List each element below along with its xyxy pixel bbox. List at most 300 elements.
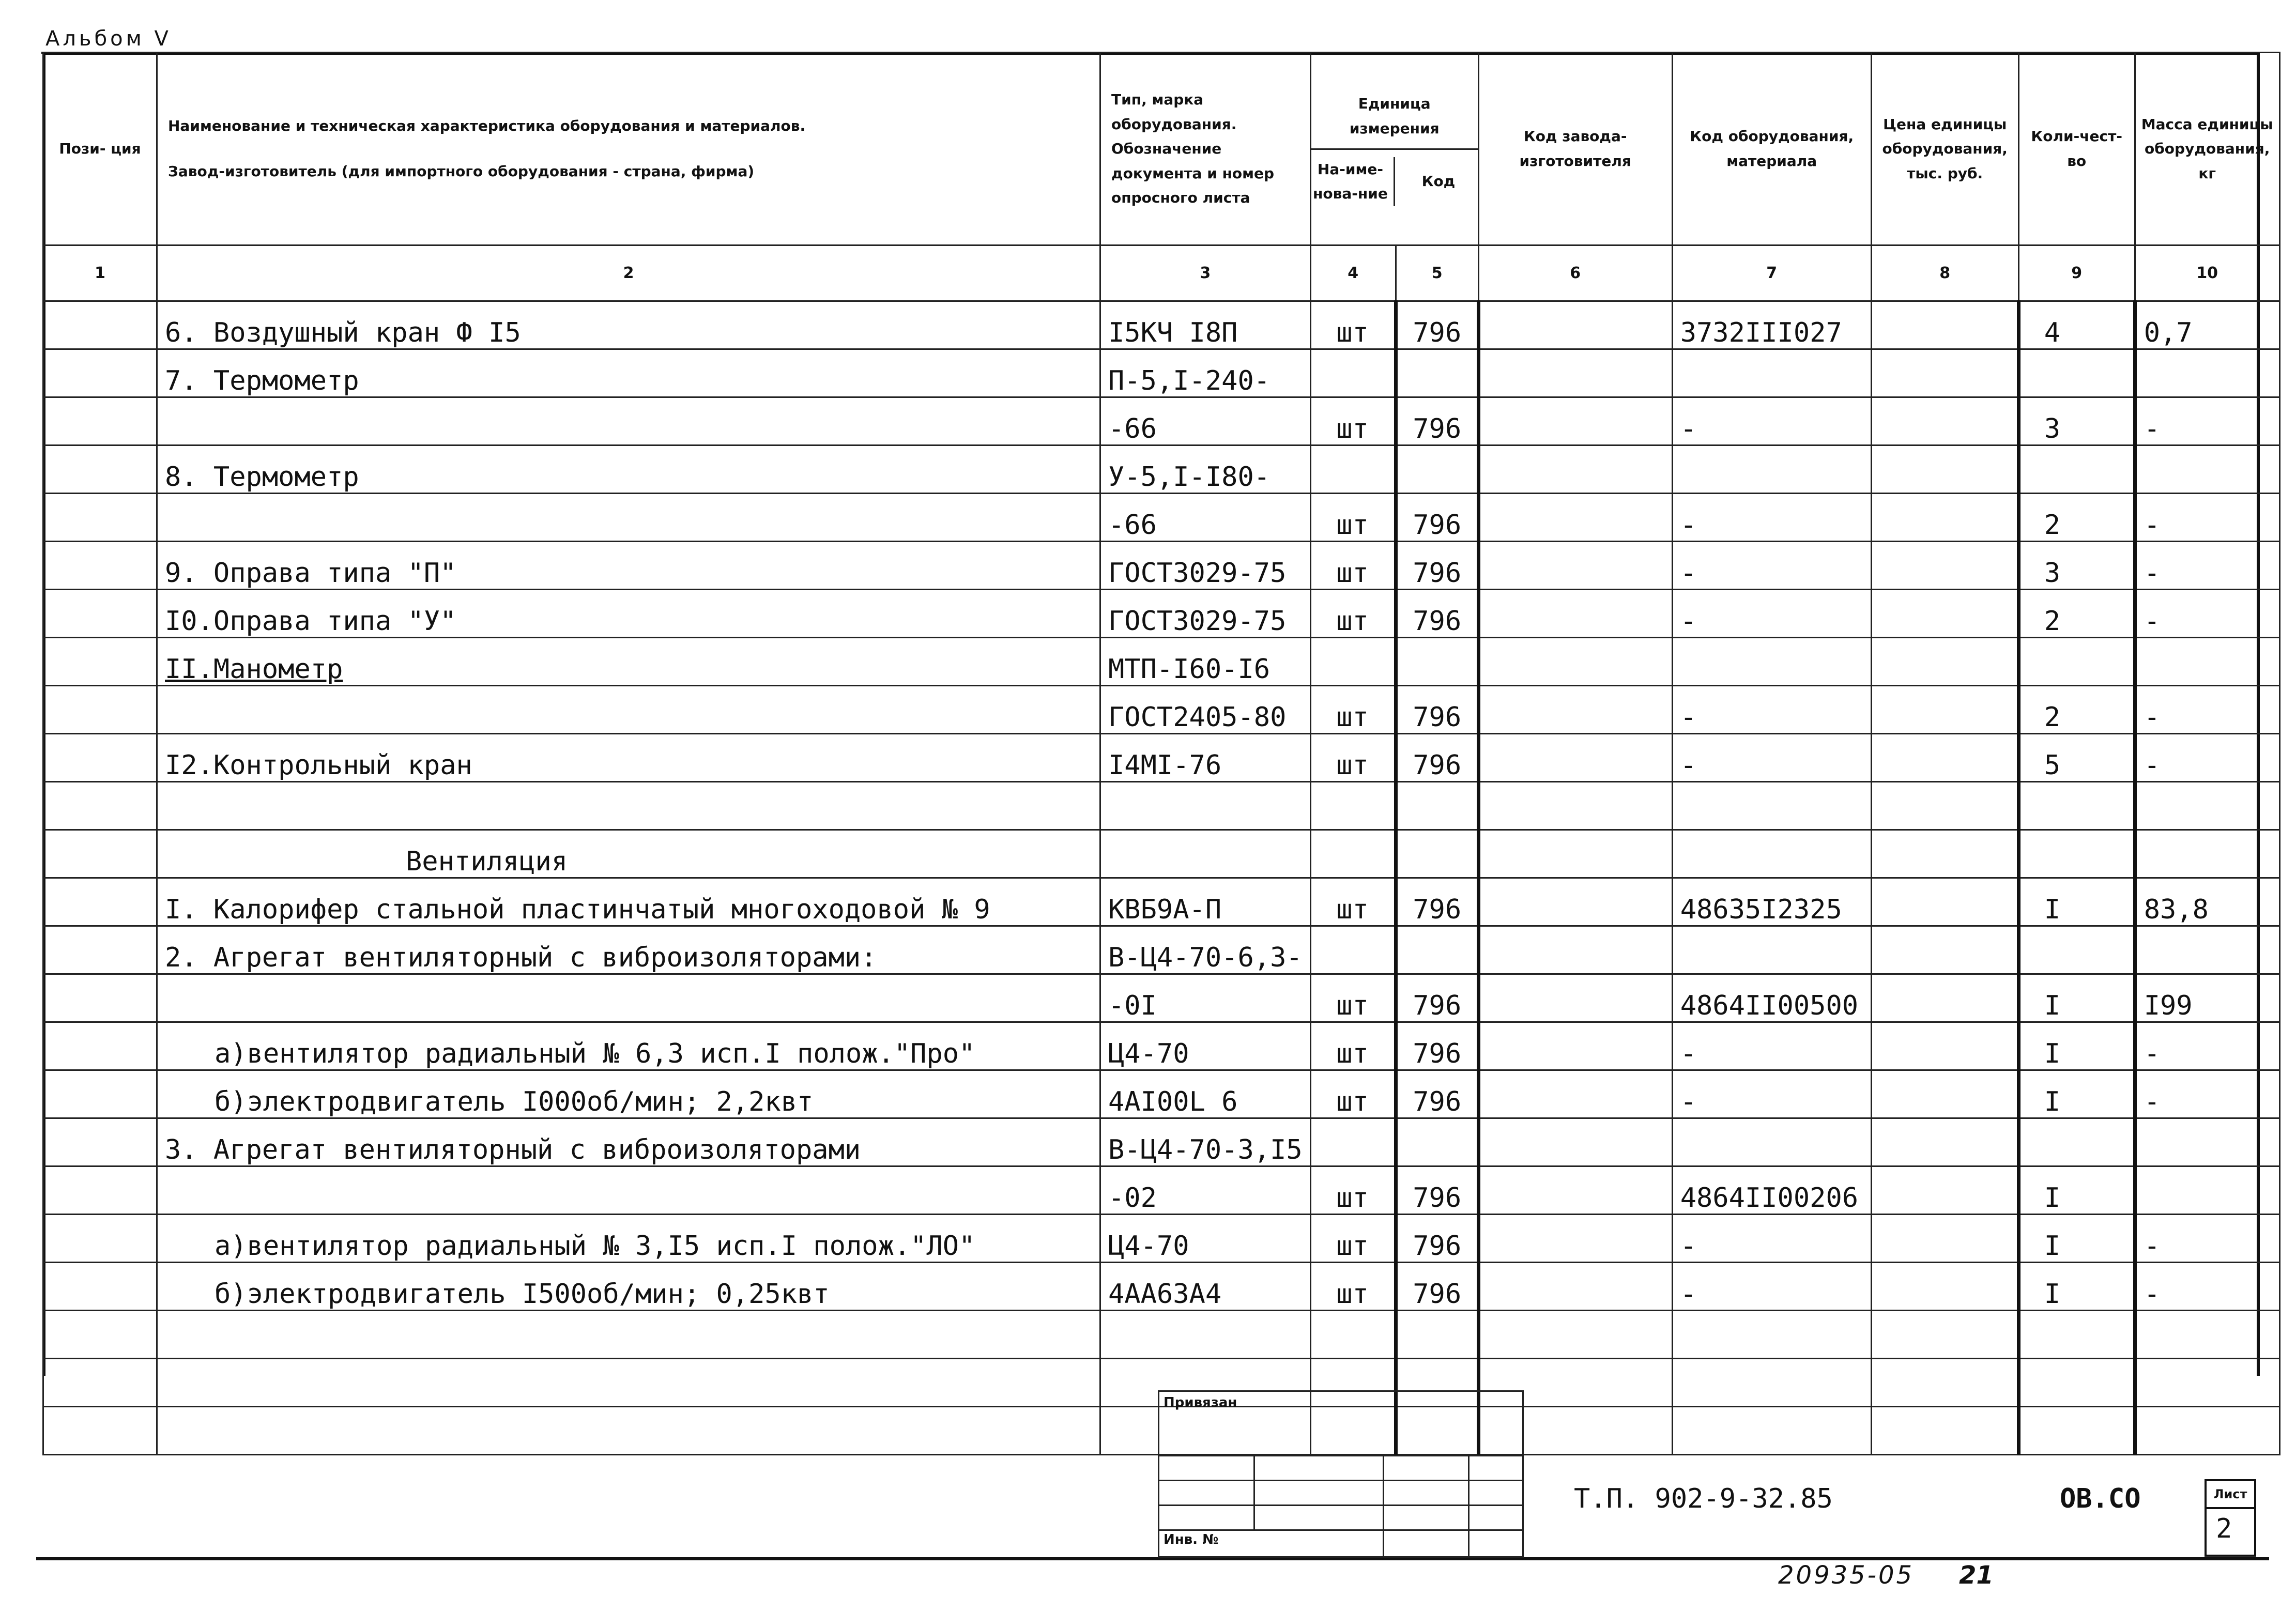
- row-unit: [1310, 926, 1396, 974]
- row-price: [1871, 1215, 2018, 1263]
- row-name: I0.Оправа типа "У": [157, 590, 1100, 638]
- table-row: [43, 734, 2280, 782]
- col-num-8: 8: [1871, 245, 2018, 301]
- row-name: б)электродвигатель I000об/мин; 2,2квт: [157, 1070, 1100, 1118]
- row-price: [1871, 1359, 2018, 1407]
- stamp-cell: [1159, 1506, 1254, 1530]
- row-equipment-code: [1672, 1118, 1871, 1166]
- row-quantity: 2: [2018, 590, 2135, 638]
- row-position: [43, 1407, 157, 1455]
- row-unit-code: 796: [1396, 397, 1478, 446]
- row-quantity: 5: [2018, 734, 2135, 782]
- row-unit: [1310, 446, 1396, 494]
- row-mass: -: [2135, 686, 2279, 734]
- row-unit-code: [1396, 638, 1478, 686]
- table-row: [43, 638, 2280, 686]
- row-unit: [1310, 349, 1396, 397]
- row-equipment-code: 4864II00500: [1672, 974, 1871, 1022]
- row-factory-code: [1478, 878, 1672, 926]
- column-number-row: [43, 245, 2280, 301]
- row-mass: -: [2135, 397, 2279, 446]
- row-factory-code: [1478, 301, 1672, 349]
- table-row: [43, 974, 2280, 1022]
- row-price: [1871, 301, 2018, 349]
- row-type: -66: [1100, 397, 1311, 446]
- row-name: 6. Воздушный кран Ф I5: [157, 301, 1100, 349]
- row-quantity: 2: [2018, 494, 2135, 542]
- row-quantity: I: [2018, 1166, 2135, 1215]
- row-equipment-code: -: [1672, 542, 1871, 590]
- col-num-1: 1: [43, 245, 157, 301]
- row-unit-code: [1396, 446, 1478, 494]
- row-price: [1871, 830, 2018, 878]
- row-name: [157, 686, 1100, 734]
- row-mass: 83,8: [2135, 878, 2279, 926]
- row-factory-code: [1478, 734, 1672, 782]
- row-type: В-Ц4-70-3,I5: [1100, 1118, 1311, 1166]
- row-position: [43, 830, 157, 878]
- row-unit-code: 796: [1396, 878, 1478, 926]
- row-mass: [2135, 638, 2279, 686]
- col-num-6: 6: [1478, 245, 1672, 301]
- document-code: ОВ.СО: [2060, 1483, 2141, 1514]
- row-price: [1871, 926, 2018, 974]
- row-price: [1871, 397, 2018, 446]
- row-unit-code: 796: [1396, 301, 1478, 349]
- stamp-cell: [1469, 1456, 1523, 1481]
- row-factory-code: [1478, 1118, 1672, 1166]
- stamp-cell: [1469, 1530, 1523, 1557]
- row-unit: шт: [1310, 301, 1396, 349]
- table-row: [43, 301, 2280, 349]
- row-mass: [2135, 830, 2279, 878]
- row-type: 4АI00L 6: [1100, 1070, 1311, 1118]
- stamp-attached-label: Привязан: [1159, 1391, 1523, 1456]
- row-quantity: [2018, 638, 2135, 686]
- row-position: [43, 782, 157, 830]
- row-mass: [2135, 1407, 2279, 1455]
- row-unit-code: 796: [1396, 1022, 1478, 1070]
- stamp-cell: [1254, 1456, 1384, 1481]
- header-unit-code: Код: [1421, 173, 1456, 190]
- header-price: Цена единицы оборудования, тыс. руб.: [1871, 53, 2018, 245]
- table-row: [43, 1215, 2280, 1263]
- row-factory-code: [1478, 926, 1672, 974]
- row-price: [1871, 1407, 2018, 1455]
- row-factory-code: [1478, 1215, 1672, 1263]
- header-name-line2: Завод-изготовитель (для импортного оборудования - страна, фирма): [168, 163, 755, 180]
- row-mass: [2135, 1166, 2279, 1215]
- row-name: II.Манометр: [157, 638, 1100, 686]
- row-mass: -: [2135, 1263, 2279, 1311]
- row-price: [1871, 878, 2018, 926]
- row-type: КВБ9А-П: [1100, 878, 1311, 926]
- col-num-2: 2: [157, 245, 1100, 301]
- row-unit-code: 796: [1396, 686, 1478, 734]
- sheet-label: Лист: [2207, 1481, 2254, 1509]
- stamp-cell: [1159, 1481, 1254, 1506]
- table-row: [43, 397, 2280, 446]
- header-type: Тип, марка оборудования. Обозначение документа и номер опросного листа: [1100, 53, 1311, 245]
- row-position: [43, 926, 157, 974]
- table-row: [43, 686, 2280, 734]
- row-position: [43, 734, 157, 782]
- row-mass: [2135, 1311, 2279, 1359]
- row-price: [1871, 1118, 2018, 1166]
- row-mass: -: [2135, 1215, 2279, 1263]
- row-mass: [2135, 1118, 2279, 1166]
- row-price: [1871, 1166, 2018, 1215]
- row-factory-code: [1478, 1022, 1672, 1070]
- row-mass: -: [2135, 1022, 2279, 1070]
- table-row: [43, 446, 2280, 494]
- row-quantity: I: [2018, 1215, 2135, 1263]
- row-mass: [2135, 349, 2279, 397]
- row-name: [157, 782, 1100, 830]
- table-row: [43, 926, 2280, 974]
- row-unit: шт: [1310, 542, 1396, 590]
- row-equipment-code: [1672, 926, 1871, 974]
- header-factory-code: Код завода-изготовителя: [1478, 53, 1672, 245]
- row-unit-code: 796: [1396, 590, 1478, 638]
- row-unit-code: [1396, 1311, 1478, 1359]
- row-type: [1100, 782, 1311, 830]
- row-quantity: [2018, 1118, 2135, 1166]
- frame-bottom-line: [36, 1557, 2269, 1560]
- col-num-3: 3: [1100, 245, 1311, 301]
- header-mass: Масса единицы оборудования, кг: [2135, 53, 2279, 245]
- row-unit: шт: [1310, 734, 1396, 782]
- row-type: МТП-I60-I6: [1100, 638, 1311, 686]
- archive-number: 20935-05: [1778, 1561, 1915, 1590]
- row-unit: [1310, 782, 1396, 830]
- table-row: [43, 1070, 2280, 1118]
- row-price: [1871, 686, 2018, 734]
- stamp-cell: [1384, 1530, 1469, 1557]
- row-name: [157, 974, 1100, 1022]
- row-equipment-code: -: [1672, 1215, 1871, 1263]
- stamp-cell: [1159, 1456, 1254, 1481]
- row-factory-code: [1478, 974, 1672, 1022]
- row-position: [43, 1311, 157, 1359]
- row-unit-code: 796: [1396, 1215, 1478, 1263]
- album-label: Альбом Ⅴ: [45, 27, 172, 51]
- row-position: [43, 1022, 157, 1070]
- row-price: [1871, 1070, 2018, 1118]
- row-price: [1871, 1022, 2018, 1070]
- stamp-cell: [1254, 1506, 1384, 1530]
- row-unit-code: 796: [1396, 734, 1478, 782]
- row-type: -66: [1100, 494, 1311, 542]
- row-quantity: I: [2018, 974, 2135, 1022]
- table-row: [43, 782, 2280, 830]
- row-unit: шт: [1310, 397, 1396, 446]
- header-name-line1: Наименование и техническая характеристика оборудования и материалов.: [168, 117, 806, 135]
- row-equipment-code: -: [1672, 734, 1871, 782]
- row-type: ГОСТ3029-75: [1100, 590, 1311, 638]
- stamp-cell: [1469, 1481, 1523, 1506]
- row-equipment-code: [1672, 446, 1871, 494]
- col-num-7: 7: [1672, 245, 1871, 301]
- row-quantity: I: [2018, 1022, 2135, 1070]
- row-equipment-code: 4864II00206: [1672, 1166, 1871, 1215]
- row-name: а)вентилятор радиальный № 3,I5 исп.I полож."ЛО": [157, 1215, 1100, 1263]
- row-mass: 0,7: [2135, 301, 2279, 349]
- row-position: [43, 638, 157, 686]
- row-price: [1871, 349, 2018, 397]
- stamp-cell: [1384, 1506, 1469, 1530]
- col-num-4: 4: [1310, 245, 1396, 301]
- row-unit: шт: [1310, 494, 1396, 542]
- row-factory-code: [1478, 590, 1672, 638]
- row-type: [1100, 830, 1311, 878]
- table-row: [43, 590, 2280, 638]
- row-type: У-5,I-I80-: [1100, 446, 1311, 494]
- header-unit-sub: [1310, 148, 1478, 206]
- row-quantity: 3: [2018, 542, 2135, 590]
- row-unit: шт: [1310, 1215, 1396, 1263]
- row-equipment-code: -: [1672, 1070, 1871, 1118]
- col-num-5: 5: [1396, 245, 1478, 301]
- row-quantity: [2018, 1311, 2135, 1359]
- sheet-number: 2: [2216, 1513, 2232, 1544]
- table-row: [43, 1022, 2280, 1070]
- row-name: 9. Оправа типа "П": [157, 542, 1100, 590]
- row-unit-code: 796: [1396, 1166, 1478, 1215]
- row-factory-code: [1478, 349, 1672, 397]
- row-type: Ц4-70: [1100, 1022, 1311, 1070]
- archive-page: 21: [1959, 1561, 1994, 1590]
- row-equipment-code: [1672, 782, 1871, 830]
- row-position: [43, 301, 157, 349]
- row-equipment-code: -: [1672, 686, 1871, 734]
- document-designation: Т.П. 902-9-32.85: [1574, 1483, 1833, 1514]
- row-unit: [1310, 1118, 1396, 1166]
- col-num-9: 9: [2018, 245, 2135, 301]
- row-unit-code: [1396, 349, 1478, 397]
- row-unit-code: [1396, 830, 1478, 878]
- row-type: 4АА63А4: [1100, 1263, 1311, 1311]
- col-num-10: 10: [2135, 245, 2279, 301]
- row-type: [1100, 1311, 1311, 1359]
- row-mass: -: [2135, 542, 2279, 590]
- row-name: 7. Термометр: [157, 349, 1100, 397]
- row-unit-code: [1396, 782, 1478, 830]
- row-mass: -: [2135, 494, 2279, 542]
- row-factory-code: [1478, 830, 1672, 878]
- table-row: [43, 1311, 2280, 1359]
- table-row: [43, 349, 2280, 397]
- row-factory-code: [1478, 782, 1672, 830]
- header-position: Пози- ция: [43, 53, 157, 245]
- row-position: [43, 1070, 157, 1118]
- header-unit-name: На-име-нова-ние: [1310, 157, 1395, 206]
- row-factory-code: [1478, 1263, 1672, 1311]
- row-unit: [1310, 830, 1396, 878]
- row-unit-code: 796: [1396, 1070, 1478, 1118]
- row-equipment-code: [1672, 830, 1871, 878]
- row-price: [1871, 638, 2018, 686]
- row-mass: [2135, 782, 2279, 830]
- row-position: [43, 1118, 157, 1166]
- row-price: [1871, 1311, 2018, 1359]
- row-name: 8. Термометр: [157, 446, 1100, 494]
- row-unit: шт: [1310, 590, 1396, 638]
- row-unit: шт: [1310, 1022, 1396, 1070]
- row-type: I4МI-76: [1100, 734, 1311, 782]
- row-name: [157, 397, 1100, 446]
- row-position: [43, 349, 157, 397]
- row-equipment-code: -: [1672, 590, 1871, 638]
- row-position: [43, 878, 157, 926]
- row-name: б)электродвигатель I500об/мин; 0,25квт: [157, 1263, 1100, 1311]
- row-quantity: [2018, 926, 2135, 974]
- header-unit-group: [1310, 53, 1478, 245]
- row-equipment-code: [1672, 1359, 1871, 1407]
- row-equipment-code: -: [1672, 1263, 1871, 1311]
- row-factory-code: [1478, 446, 1672, 494]
- row-position: [43, 590, 157, 638]
- row-name: а)вентилятор радиальный № 6,3 исп.I полож."Про": [157, 1022, 1100, 1070]
- table-row: [43, 830, 2280, 878]
- row-mass: -: [2135, 590, 2279, 638]
- row-factory-code: [1478, 638, 1672, 686]
- row-name: I2.Контрольный кран: [157, 734, 1100, 782]
- row-quantity: I: [2018, 878, 2135, 926]
- row-unit: шт: [1310, 1263, 1396, 1311]
- row-factory-code: [1478, 494, 1672, 542]
- row-equipment-code: -: [1672, 494, 1871, 542]
- row-factory-code: [1478, 686, 1672, 734]
- row-name: [157, 1359, 1100, 1407]
- row-position: [43, 542, 157, 590]
- row-type: -02: [1100, 1166, 1311, 1215]
- row-unit-code: [1396, 926, 1478, 974]
- row-factory-code: [1478, 1070, 1672, 1118]
- header-row: [43, 53, 2280, 245]
- row-equipment-code: 48635I2325: [1672, 878, 1871, 926]
- table-row: [43, 1166, 2280, 1215]
- row-quantity: 2: [2018, 686, 2135, 734]
- sheet-box: [2205, 1479, 2256, 1557]
- row-position: [43, 1166, 157, 1215]
- row-mass: [2135, 1359, 2279, 1407]
- header-name: [157, 53, 1100, 245]
- row-equipment-code: [1672, 638, 1871, 686]
- row-price: [1871, 446, 2018, 494]
- row-position: [43, 1263, 157, 1311]
- stamp-cell: [1254, 1481, 1384, 1506]
- stamp-cell: [1469, 1506, 1523, 1530]
- row-unit-code: [1396, 1118, 1478, 1166]
- row-position: [43, 397, 157, 446]
- row-price: [1871, 590, 2018, 638]
- row-quantity: [2018, 830, 2135, 878]
- row-factory-code: [1478, 397, 1672, 446]
- row-unit: [1310, 638, 1396, 686]
- row-quantity: [2018, 446, 2135, 494]
- row-type: ГОСТ3029-75: [1100, 542, 1311, 590]
- row-price: [1871, 734, 2018, 782]
- row-mass: I99: [2135, 974, 2279, 1022]
- row-position: [43, 1359, 157, 1407]
- row-equipment-code: 3732III027: [1672, 301, 1871, 349]
- row-unit-code: 796: [1396, 494, 1478, 542]
- row-position: [43, 974, 157, 1022]
- row-name: [157, 1311, 1100, 1359]
- row-name: 2. Агрегат вентиляторный с виброизоляторами:: [157, 926, 1100, 974]
- row-unit: шт: [1310, 1070, 1396, 1118]
- row-quantity: I: [2018, 1263, 2135, 1311]
- row-unit: [1310, 1311, 1396, 1359]
- row-name: [157, 1166, 1100, 1215]
- row-price: [1871, 782, 2018, 830]
- row-price: [1871, 494, 2018, 542]
- row-position: [43, 1215, 157, 1263]
- row-position: [43, 686, 157, 734]
- row-quantity: 3: [2018, 397, 2135, 446]
- row-type: -0I: [1100, 974, 1311, 1022]
- row-price: [1871, 542, 2018, 590]
- table-row: [43, 542, 2280, 590]
- row-unit-code: 796: [1396, 974, 1478, 1022]
- stamp-cell: [1384, 1456, 1469, 1481]
- row-name: 3. Агрегат вентиляторный с виброизоляторами: [157, 1118, 1100, 1166]
- row-factory-code: [1478, 1311, 1672, 1359]
- row-quantity: I: [2018, 1070, 2135, 1118]
- row-position: [43, 494, 157, 542]
- table-row: [43, 878, 2280, 926]
- stamp-inventory-label: Инв. №: [1159, 1530, 1384, 1557]
- row-factory-code: [1478, 1166, 1672, 1215]
- row-unit: шт: [1310, 686, 1396, 734]
- row-type: ГОСТ2405-80: [1100, 686, 1311, 734]
- row-position: [43, 446, 157, 494]
- row-quantity: 4: [2018, 301, 2135, 349]
- stamp-cell: [1384, 1481, 1469, 1506]
- row-name: Вентиляция: [157, 830, 1100, 878]
- row-quantity: [2018, 1407, 2135, 1455]
- row-type: I5КЧ I8П: [1100, 301, 1311, 349]
- row-unit-code: 796: [1396, 1263, 1478, 1311]
- row-unit: шт: [1310, 878, 1396, 926]
- header-equipment-code: Код оборудования, материала: [1672, 53, 1871, 245]
- header-unit-title: Единица измерения: [1349, 95, 1440, 137]
- row-name: [157, 1407, 1100, 1455]
- row-type: Ц4-70: [1100, 1215, 1311, 1263]
- row-mass: -: [2135, 734, 2279, 782]
- specification-table: [42, 52, 2280, 1455]
- table-row: [43, 1263, 2280, 1311]
- row-name: I. Калорифер стальной пластинчатый многоходовой № 9: [157, 878, 1100, 926]
- row-factory-code: [1478, 542, 1672, 590]
- table-row: [43, 494, 2280, 542]
- row-name: [157, 494, 1100, 542]
- row-mass: [2135, 926, 2279, 974]
- row-unit-code: 796: [1396, 542, 1478, 590]
- row-quantity: [2018, 1359, 2135, 1407]
- row-equipment-code: [1672, 1407, 1871, 1455]
- table-row: [43, 1118, 2280, 1166]
- row-quantity: [2018, 782, 2135, 830]
- row-quantity: [2018, 349, 2135, 397]
- attachment-stamp: [1158, 1390, 1524, 1558]
- row-mass: -: [2135, 1070, 2279, 1118]
- row-unit: шт: [1310, 974, 1396, 1022]
- row-equipment-code: [1672, 1311, 1871, 1359]
- row-price: [1871, 1263, 2018, 1311]
- row-equipment-code: -: [1672, 1022, 1871, 1070]
